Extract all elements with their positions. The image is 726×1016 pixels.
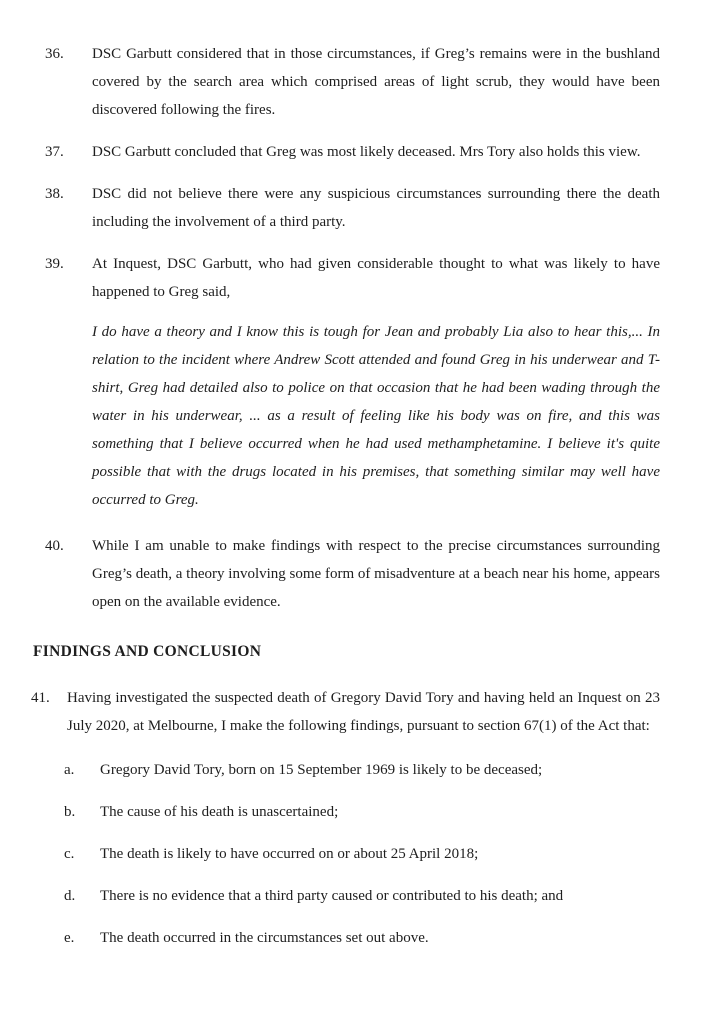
finding-letter: a. — [64, 762, 75, 778]
paragraph-text: Having investigated the suspected death of Gregory David Tory and having held an Inquest on 23 July 2020, at Melbourne, I make the following findings, pursuant to section 67(1) of the Act that: — [67, 690, 660, 734]
paragraph-38 — [45, 180, 660, 236]
paragraph-number: 39. — [45, 256, 64, 272]
finding-item-e — [64, 924, 686, 952]
finding-item-c — [64, 840, 686, 868]
paragraph-text: DSC Garbutt considered that in those circumstances, if Greg’s remains were in the bushland covered by the search area which comprised areas of light scrub, they would have been discovered following the fires. — [92, 46, 660, 118]
finding-letter: d. — [64, 888, 76, 904]
paragraph-number: 40. — [45, 538, 64, 554]
witness-quote-text: I do have a theory and I know this is tough for Jean and probably Lia also to hear this,... In relation to the incident where Andrew Scott attended and found Greg in his underwear and T-shirt, Greg had detailed also to police on that occasion that he had been wading through the water in his underwear, ... as a result of feeling like his body was on fire, and this was something that I believe occurred when he had used methamphetamine. I believe it's quite possible that with the drugs located in his premises, that something similar may well have occurred to Greg. — [92, 324, 660, 508]
paragraph-number: 41. — [31, 690, 50, 706]
finding-letter: b. — [64, 804, 76, 820]
paragraph-text: At Inquest, DSC Garbutt, who had given considerable thought to what was likely to have happened to Greg said, — [92, 256, 660, 300]
finding-letter: e. — [64, 930, 75, 946]
paragraph-number: 36. — [45, 46, 64, 62]
finding-text: The death is likely to have occurred on or about 25 April 2018; — [100, 846, 479, 862]
finding-item-d — [64, 882, 686, 910]
paragraph-40 — [45, 532, 660, 616]
paragraph-37 — [45, 138, 660, 166]
paragraph-text: DSC Garbutt concluded that Greg was most likely deceased. Mrs Tory also holds this view. — [92, 144, 641, 160]
finding-text: There is no evidence that a third party caused or contributed to his death; and — [100, 888, 564, 904]
paragraph-text: DSC did not believe there were any suspicious circumstances surrounding there the death including the involvement of a third party. — [92, 186, 660, 230]
witness-quote — [92, 318, 660, 514]
paragraph-36 — [45, 40, 660, 124]
findings-and-conclusion-heading: FINDINGS AND CONCLUSION — [33, 643, 262, 660]
findings-list — [0, 756, 726, 952]
finding-text: The cause of his death is unascertained; — [100, 804, 339, 820]
paragraph-41 — [31, 684, 660, 740]
spacer — [0, 514, 726, 532]
paragraph-text: While I am unable to make findings with respect to the precise circumstances surrounding Greg’s death, a theory involving some form of misadventure at a beach near his home, appears open on the available evidence. — [92, 538, 660, 610]
finding-text: The death occurred in the circumstances set out above. — [100, 930, 429, 946]
paragraph-number: 38. — [45, 186, 64, 202]
paragraph-number: 37. — [45, 144, 64, 160]
finding-item-b — [64, 798, 686, 826]
finding-text: Gregory David Tory, born on 15 September 1969 is likely to be deceased; — [100, 762, 543, 778]
finding-item-a — [64, 756, 686, 784]
paragraph-39 — [45, 250, 660, 306]
finding-letter: c. — [64, 846, 75, 862]
